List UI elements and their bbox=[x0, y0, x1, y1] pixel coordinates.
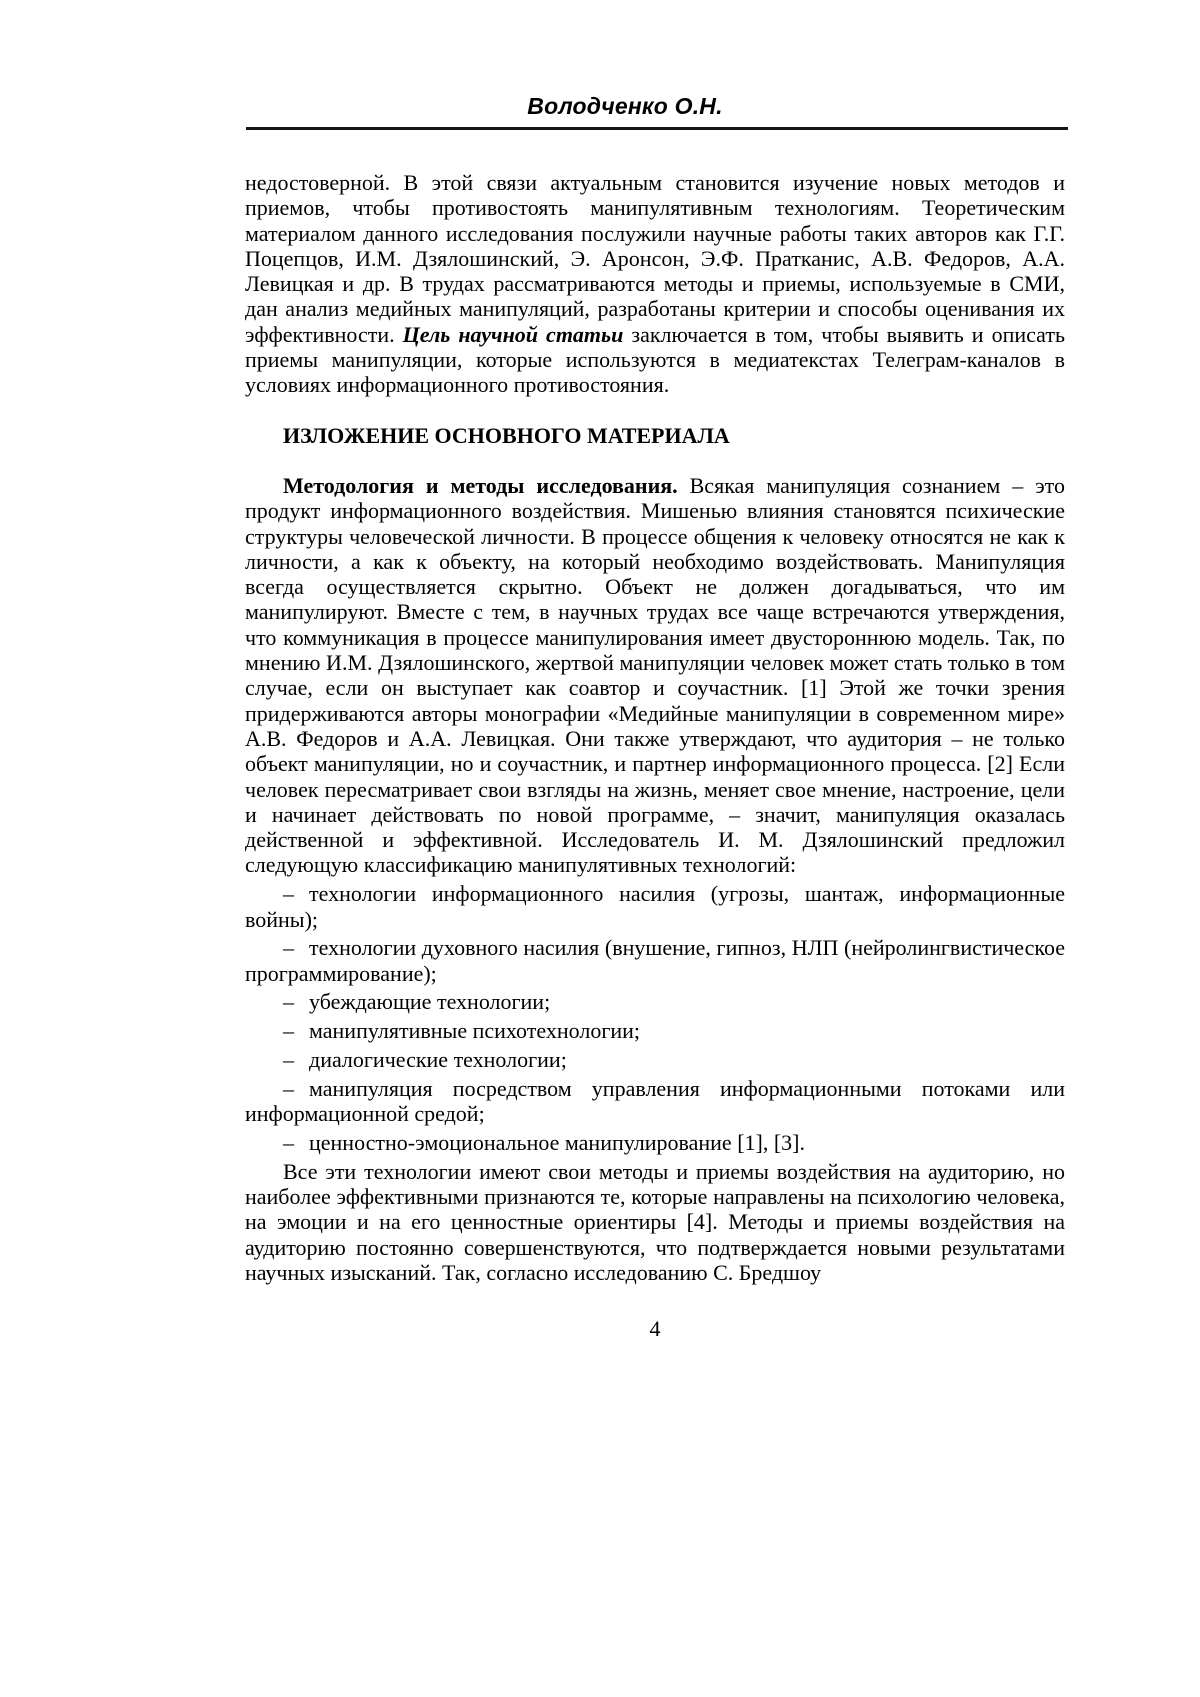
list-dash-marker: – bbox=[283, 1047, 294, 1072]
text-run: недостоверной. В этой связи актуальным становится изучение новых методов и приемов, чтобы противостоять манипулятивным технологиям. Теоретическим материалом данного исследования послужили научные работы таких авторов как Г.Г. Поцепцов, И.М. Дзялошинский, Э. Аронсон, Э.Ф. Пратканис, А.В. Федоров, А.А. Левицкая и др. В трудах рассматриваются методы и приемы, используемые в СМИ, дан анализ медийных манипуляций, разработаны критерии и способы оценивания их эффективности. bbox=[245, 170, 1065, 347]
paragraph bbox=[245, 170, 1065, 398]
paragraph bbox=[245, 1159, 1065, 1285]
text-run: Цель научной статьи bbox=[402, 321, 624, 347]
text-run: Все эти технологии имеют свои методы и приемы воздействия на аудиторию, но наиболее эффективными признаются те, которые направлены на психологию человека, на эмоции и на его ценностные ориентиры [4]. Методы и приемы воздействия на аудиторию постоянно совершенствуются, что подтверждается новыми результатами научных изысканий. Так, согласно исследованию С. Бредшоу bbox=[245, 1158, 1065, 1285]
list-dash-marker: – bbox=[283, 1075, 294, 1101]
list-dash-marker: – bbox=[283, 989, 294, 1015]
text-run: убеждающие технологии; bbox=[309, 989, 551, 1015]
text-run: технологии духовного насилия (внушение, гипноз, НЛП (нейролингвистическое программирование); bbox=[245, 935, 1065, 986]
list-item bbox=[245, 935, 1065, 986]
list-item bbox=[245, 881, 1065, 932]
list-item bbox=[245, 1076, 1065, 1127]
author-name: Володченко О.Н. bbox=[527, 93, 723, 119]
header-rule bbox=[246, 127, 1068, 130]
text-run: манипулятивные психотехнологии; bbox=[309, 1018, 640, 1044]
text-run: манипуляция посредством управления информационными потоками или информационной средой; bbox=[245, 1075, 1065, 1127]
list-dash-marker: – bbox=[283, 881, 294, 907]
text-run: Всякая манипуляция сознанием – это продукт информационного воздействия. Мишенью влияния становятся психические структуры человеческой личности. В процессе общения к человеку относятся не как к личности, а как к объекту, на который необходимо воздействовать. Манипуляция всегда осуществляется скрытно. Объект не должен догадываться, что им манипулируют. Вместе с тем, в научных трудах все чаще встречаются утверждения, что коммуникация в процессе манипулирования имеет двустороннюю модель. Так, по мнению И.М. Дзялошинского, жертвой манипуляции человек может стать только в том случае, если он выступает как соавтор и соучастник. [1] Этой же точки зрения придерживаются авторы монографии «Медийные манипуляции в современном мире» А.В. Федоров и А.А. Левицкая. Они также утверждают, что аудитория – не только объект манипуляции, но и соучастник, и партнер информационного процесса. [2] Если человек пересматривает свои взгляды на жизнь, меняет свое мнение, настроение, цели и начинает действовать по новой программе, – значит, манипуляция оказалась действенной и эффективной. Исследователь И. М. Дзялошинский предложил следующую классификацию манипулятивных технологий: bbox=[245, 472, 1065, 878]
text-run: технологии информационного насилия (угрозы, шантаж, информационные войны); bbox=[245, 881, 1065, 932]
list-item bbox=[245, 989, 1065, 1014]
list-dash-marker: – bbox=[283, 1018, 294, 1044]
text-run: ценностно-эмоциональное манипулирование [1], [3]. bbox=[309, 1129, 805, 1155]
list-dash-marker: – bbox=[283, 1129, 294, 1155]
text-run: диалогические технологии; bbox=[309, 1047, 567, 1072]
list-item bbox=[245, 1130, 1065, 1155]
text-run: ИЗЛОЖЕНИЕ ОСНОВНОГО МАТЕРИАЛА bbox=[283, 422, 730, 448]
paragraph bbox=[245, 473, 1065, 878]
list-item bbox=[245, 1018, 1065, 1043]
page-number: 4 bbox=[649, 1316, 661, 1341]
list-item bbox=[245, 1047, 1065, 1072]
text-run: заключается в том, чтобы выявить и описать приемы манипуляции, которые используются в медиатекстах Телеграм-каналов в условиях информационного противостояния. bbox=[245, 321, 1066, 398]
text-run: Методология и методы исследования. bbox=[283, 472, 678, 498]
document-body bbox=[245, 170, 1065, 1285]
section-heading bbox=[245, 423, 1065, 448]
running-header bbox=[215, 93, 1035, 120]
list-dash-marker: – bbox=[283, 935, 294, 961]
